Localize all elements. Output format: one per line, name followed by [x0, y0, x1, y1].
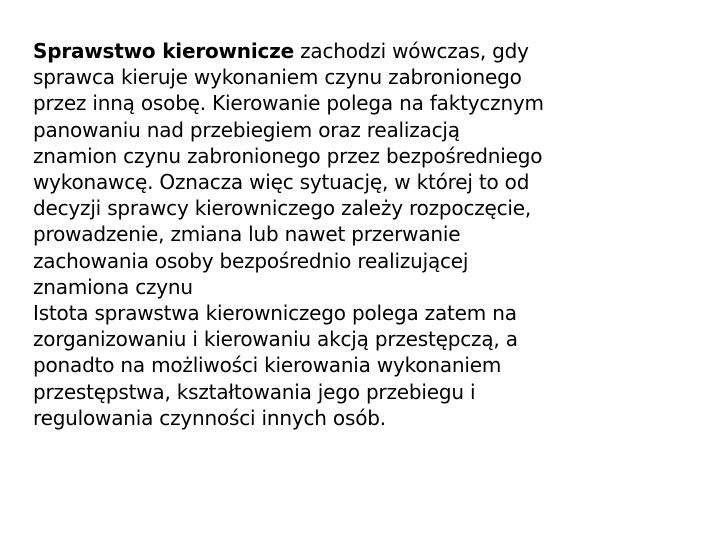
text-line: prowadzenie, zmiana lub nawet przerwanie — [33, 222, 461, 247]
text-line — [33, 38, 703, 64]
text-line: przestępstwa, kształtowania jego przebiegu i — [33, 379, 476, 404]
paragraph-essence — [33, 300, 703, 431]
text-line: sprawca kieruje wykonaniem czynu zabronionego — [33, 65, 522, 90]
text-line: Istota sprawstwa kierowniczego polega zatem na — [33, 301, 517, 326]
text-line: znamion czynu zabronionego przez bezpośredniego — [33, 143, 543, 168]
text-line: decyzji sprawcy kierowniczego zależy rozpoczęcie, — [33, 196, 532, 221]
text-line: zachowania osoby bezpośrednio realizującej — [33, 248, 469, 273]
paragraph-definition — [33, 38, 703, 300]
term-bold: Sprawstwo kierownicze — [33, 39, 294, 63]
text-line: panowaniu nad przebiegiem oraz realizacją — [33, 117, 460, 142]
text-line: zorganizowaniu i kierowaniu akcją przestępczą, a — [33, 327, 518, 352]
text-line: wykonawcę. Oznacza więc sytuację, w której to od — [33, 170, 530, 195]
text-span: zachodzi wówczas, gdy — [293, 39, 529, 63]
text-line: ponadto na możliwości kierowania wykonaniem — [33, 353, 502, 378]
body-text — [33, 38, 703, 431]
text-line: znamiona czynu — [33, 274, 193, 299]
text-line: przez inną osobę. Kierowanie polega na faktycznym — [33, 91, 544, 116]
text-line: regulowania czynności innych osób. — [33, 405, 386, 430]
